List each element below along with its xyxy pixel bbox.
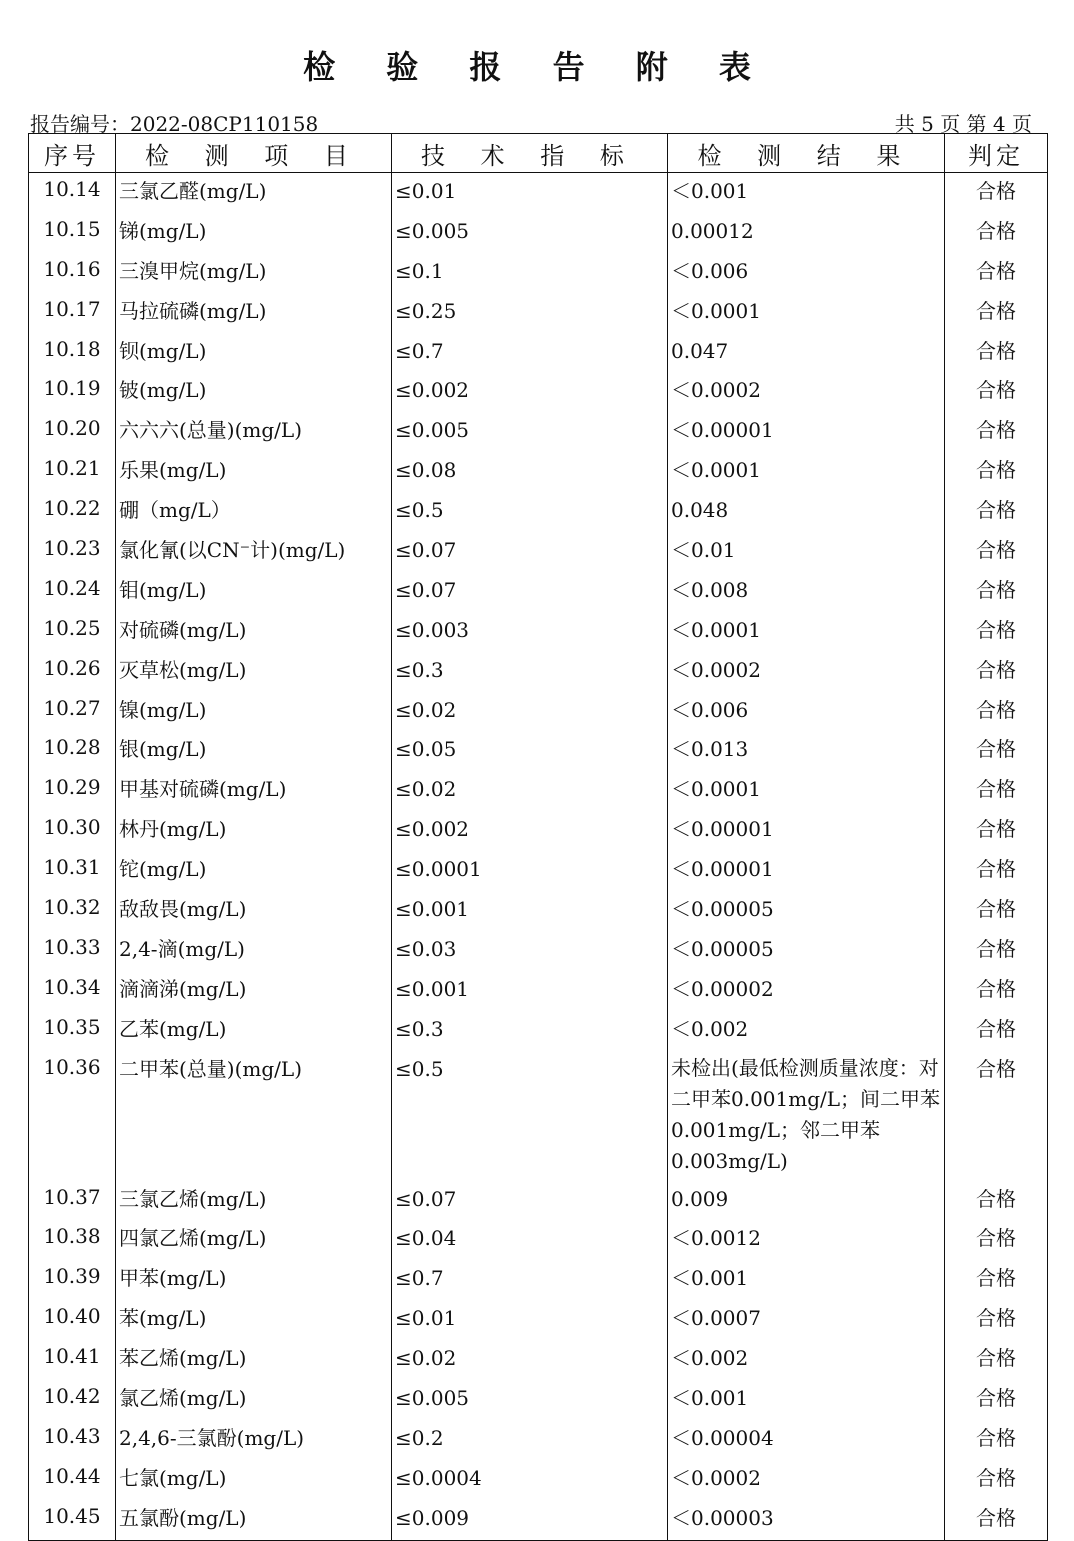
table-row: [29, 1300, 1048, 1340]
cell-no: 10.14: [29, 173, 116, 213]
cell-standard: ≤0.02: [392, 1340, 668, 1380]
cell-standard: ≤0.0001: [392, 851, 668, 891]
cell-result: 0.048: [668, 492, 945, 532]
cell-judgement: 合格: [945, 532, 1048, 572]
cell-result: ＜0.0007: [668, 1300, 945, 1340]
cell-judgement: 合格: [945, 851, 1048, 891]
cell-result: 0.009: [668, 1181, 945, 1221]
table-row: [29, 1460, 1048, 1500]
cell-no: 10.23: [29, 532, 116, 572]
cell-standard: ≤0.7: [392, 1260, 668, 1300]
table-row: [29, 1420, 1048, 1460]
table-row: [29, 1011, 1048, 1051]
cell-standard: ≤0.002: [392, 372, 668, 412]
cell-no: 10.42: [29, 1380, 116, 1420]
cell-no: 10.26: [29, 652, 116, 692]
cell-judgement: 合格: [945, 1420, 1048, 1460]
cell-result: 0.047: [668, 333, 945, 373]
cell-judgement: 合格: [945, 891, 1048, 931]
cell-standard: ≤0.3: [392, 652, 668, 692]
cell-item: 灭草松(mg/L): [116, 652, 392, 692]
cell-item: 铊(mg/L): [116, 851, 392, 891]
table-row: [29, 412, 1048, 452]
cell-no: 10.21: [29, 452, 116, 492]
cell-standard: ≤0.02: [392, 692, 668, 732]
table-row: [29, 1380, 1048, 1420]
cell-judgement: 合格: [945, 372, 1048, 412]
table-row: [29, 572, 1048, 612]
cell-standard: ≤0.005: [392, 412, 668, 452]
cell-standard: ≤0.005: [392, 213, 668, 253]
cell-result: ＜0.002: [668, 1011, 945, 1051]
cell-result: ＜0.00002: [668, 971, 945, 1011]
cell-no: 10.32: [29, 891, 116, 931]
cell-result: ＜0.00004: [668, 1420, 945, 1460]
cell-standard: ≤0.05: [392, 731, 668, 771]
table-row: [29, 771, 1048, 811]
cell-no: 10.24: [29, 572, 116, 612]
cell-standard: ≤0.08: [392, 452, 668, 492]
cell-result: ＜0.01: [668, 532, 945, 572]
cell-item: 钼(mg/L): [116, 572, 392, 612]
cell-standard: ≤0.0004: [392, 1460, 668, 1500]
results-table: [28, 133, 1048, 1541]
cell-judgement: 合格: [945, 731, 1048, 771]
table-row: [29, 293, 1048, 333]
cell-result: ＜0.0002: [668, 1460, 945, 1500]
cell-result: ＜0.00003: [668, 1500, 945, 1540]
cell-standard: ≤0.001: [392, 891, 668, 931]
cell-item: 2,4,6-三氯酚(mg/L): [116, 1420, 392, 1460]
cell-no: 10.20: [29, 412, 116, 452]
cell-no: 10.17: [29, 293, 116, 333]
cell-judgement: 合格: [945, 811, 1048, 851]
cell-result: ＜0.0001: [668, 612, 945, 652]
cell-item: 氯乙烯(mg/L): [116, 1380, 392, 1420]
cell-no: 10.45: [29, 1500, 116, 1540]
cell-standard: ≤0.3: [392, 1011, 668, 1051]
cell-result: ＜0.006: [668, 253, 945, 293]
cell-judgement: 合格: [945, 1300, 1048, 1340]
cell-result: ＜0.00001: [668, 412, 945, 452]
cell-item: 六六六(总量)(mg/L): [116, 412, 392, 452]
table-row: [29, 372, 1048, 412]
report-number: 报告编号：2022-08CP110158: [30, 112, 319, 136]
header-item: 检 测 项 目: [116, 134, 392, 173]
cell-judgement: 合格: [945, 1220, 1048, 1260]
cell-no: 10.34: [29, 971, 116, 1011]
cell-item: 马拉硫磷(mg/L): [116, 293, 392, 333]
cell-result: ＜0.00001: [668, 851, 945, 891]
cell-judgement: 合格: [945, 652, 1048, 692]
cell-no: 10.28: [29, 731, 116, 771]
cell-item: 乙苯(mg/L): [116, 1011, 392, 1051]
cell-item: 甲苯(mg/L): [116, 1260, 392, 1300]
cell-item: 敌敌畏(mg/L): [116, 891, 392, 931]
cell-item: 五氯酚(mg/L): [116, 1500, 392, 1540]
report-meta: [30, 108, 1032, 136]
cell-result: ＜0.008: [668, 572, 945, 612]
cell-standard: ≤0.07: [392, 572, 668, 612]
cell-standard: ≤0.5: [392, 1051, 668, 1181]
cell-result: ＜0.0002: [668, 372, 945, 412]
cell-judgement: 合格: [945, 1460, 1048, 1500]
cell-judgement: 合格: [945, 1051, 1048, 1181]
table-row: [29, 931, 1048, 971]
cell-item: 对硫磷(mg/L): [116, 612, 392, 652]
cell-judgement: 合格: [945, 612, 1048, 652]
table-row: [29, 492, 1048, 532]
cell-no: 10.19: [29, 372, 116, 412]
cell-standard: ≤0.03: [392, 931, 668, 971]
cell-judgement: 合格: [945, 971, 1048, 1011]
cell-result: ＜0.002: [668, 1340, 945, 1380]
cell-standard: ≤0.7: [392, 333, 668, 373]
cell-no: 10.38: [29, 1220, 116, 1260]
cell-item: 苯(mg/L): [116, 1300, 392, 1340]
cell-result: ＜0.00005: [668, 931, 945, 971]
table-row: [29, 851, 1048, 891]
cell-no: 10.37: [29, 1181, 116, 1221]
cell-result: ＜0.006: [668, 692, 945, 732]
cell-standard: ≤0.04: [392, 1220, 668, 1260]
cell-standard: ≤0.001: [392, 971, 668, 1011]
cell-result: ＜0.0001: [668, 452, 945, 492]
cell-result: ＜0.001: [668, 173, 945, 213]
cell-item: 二甲苯(总量)(mg/L): [116, 1051, 392, 1181]
cell-standard: ≤0.02: [392, 771, 668, 811]
cell-no: 10.41: [29, 1340, 116, 1380]
cell-judgement: 合格: [945, 931, 1048, 971]
cell-item: 四氯乙烯(mg/L): [116, 1220, 392, 1260]
cell-item: 镍(mg/L): [116, 692, 392, 732]
cell-no: 10.39: [29, 1260, 116, 1300]
table-row: [29, 1260, 1048, 1300]
table-row: [29, 612, 1048, 652]
table-body: [29, 173, 1048, 1541]
cell-judgement: 合格: [945, 293, 1048, 333]
cell-judgement: 合格: [945, 333, 1048, 373]
cell-judgement: 合格: [945, 1181, 1048, 1221]
cell-judgement: 合格: [945, 213, 1048, 253]
cell-item: 三溴甲烷(mg/L): [116, 253, 392, 293]
cell-item: 林丹(mg/L): [116, 811, 392, 851]
cell-item: 氯化氰(以CN⁻计)(mg/L): [116, 532, 392, 572]
table-row: [29, 731, 1048, 771]
cell-standard: ≤0.009: [392, 1500, 668, 1540]
cell-judgement: 合格: [945, 1500, 1048, 1540]
table-row: [29, 1340, 1048, 1380]
table-row: [29, 253, 1048, 293]
cell-standard: ≤0.002: [392, 811, 668, 851]
cell-no: 10.30: [29, 811, 116, 851]
cell-no: 10.29: [29, 771, 116, 811]
table-row: [29, 213, 1048, 253]
header-result: 检 测 结 果: [668, 134, 945, 173]
header-judgement: 判定: [945, 134, 1048, 173]
cell-no: 10.25: [29, 612, 116, 652]
cell-standard: ≤0.2: [392, 1420, 668, 1460]
cell-judgement: 合格: [945, 492, 1048, 532]
table-row: [29, 452, 1048, 492]
cell-result: ＜0.00001: [668, 811, 945, 851]
cell-standard: ≤0.1: [392, 253, 668, 293]
table-row: [29, 891, 1048, 931]
cell-no: 10.36: [29, 1051, 116, 1181]
cell-item: 七氯(mg/L): [116, 1460, 392, 1500]
cell-no: 10.22: [29, 492, 116, 532]
cell-no: 10.44: [29, 1460, 116, 1500]
cell-judgement: 合格: [945, 253, 1048, 293]
cell-standard: ≤0.003: [392, 612, 668, 652]
table-row: [29, 1051, 1048, 1181]
cell-item: 乐果(mg/L): [116, 452, 392, 492]
cell-no: 10.40: [29, 1300, 116, 1340]
report-title: 检 验 报 告 附 表: [303, 48, 771, 86]
cell-item: 钡(mg/L): [116, 333, 392, 373]
cell-result: ＜0.001: [668, 1260, 945, 1300]
cell-item: 铍(mg/L): [116, 372, 392, 412]
table-row: [29, 532, 1048, 572]
table-row: [29, 692, 1048, 732]
cell-no: 10.16: [29, 253, 116, 293]
cell-item: 硼（mg/L）: [116, 492, 392, 532]
cell-no: 10.33: [29, 931, 116, 971]
cell-item: 锑(mg/L): [116, 213, 392, 253]
cell-item: 银(mg/L): [116, 731, 392, 771]
cell-standard: ≤0.25: [392, 293, 668, 333]
cell-result: 0.00012: [668, 213, 945, 253]
cell-no: 10.31: [29, 851, 116, 891]
cell-judgement: 合格: [945, 173, 1048, 213]
cell-judgement: 合格: [945, 1340, 1048, 1380]
cell-item: 苯乙烯(mg/L): [116, 1340, 392, 1380]
cell-result: ＜0.013: [668, 731, 945, 771]
cell-result: ＜0.0002: [668, 652, 945, 692]
header-no: 序号: [29, 134, 116, 173]
cell-no: 10.43: [29, 1420, 116, 1460]
cell-judgement: 合格: [945, 412, 1048, 452]
cell-no: 10.18: [29, 333, 116, 373]
cell-result: ＜0.00005: [668, 891, 945, 931]
cell-standard: ≤0.01: [392, 1300, 668, 1340]
cell-no: 10.27: [29, 692, 116, 732]
table-row: [29, 971, 1048, 1011]
table-row: [29, 652, 1048, 692]
table-header-row: [29, 134, 1048, 173]
cell-no: 10.15: [29, 213, 116, 253]
cell-item: 三氯乙醛(mg/L): [116, 173, 392, 213]
cell-standard: ≤0.5: [392, 492, 668, 532]
cell-judgement: 合格: [945, 1260, 1048, 1300]
table-row: [29, 1181, 1048, 1221]
page-info: 共 5 页 第 4 页: [894, 112, 1032, 136]
table-row: [29, 1220, 1048, 1260]
cell-item: 滴滴涕(mg/L): [116, 971, 392, 1011]
cell-result: ＜0.0012: [668, 1220, 945, 1260]
cell-standard: ≤0.01: [392, 173, 668, 213]
cell-no: 10.35: [29, 1011, 116, 1051]
cell-judgement: 合格: [945, 452, 1048, 492]
cell-result: ＜0.0001: [668, 293, 945, 333]
cell-standard: ≤0.07: [392, 532, 668, 572]
cell-item: 甲基对硫磷(mg/L): [116, 771, 392, 811]
cell-result: ＜0.001: [668, 1380, 945, 1420]
cell-judgement: 合格: [945, 572, 1048, 612]
cell-result: ＜0.0001: [668, 771, 945, 811]
cell-item: 三氯乙烯(mg/L): [116, 1181, 392, 1221]
table-row: [29, 811, 1048, 851]
cell-standard: ≤0.005: [392, 1380, 668, 1420]
header-standard: 技 术 指 标: [392, 134, 668, 173]
cell-standard: ≤0.07: [392, 1181, 668, 1221]
cell-result: 未检出(最低检测质量浓度：对二甲苯0.001mg/L；间二甲苯0.001mg/L；邻二甲苯0.003mg/L): [668, 1051, 945, 1181]
cell-judgement: 合格: [945, 692, 1048, 732]
cell-item: 2,4-滴(mg/L): [116, 931, 392, 971]
table-row: [29, 333, 1048, 373]
cell-judgement: 合格: [945, 1011, 1048, 1051]
table-row: [29, 173, 1048, 213]
cell-judgement: 合格: [945, 1380, 1048, 1420]
cell-judgement: 合格: [945, 771, 1048, 811]
